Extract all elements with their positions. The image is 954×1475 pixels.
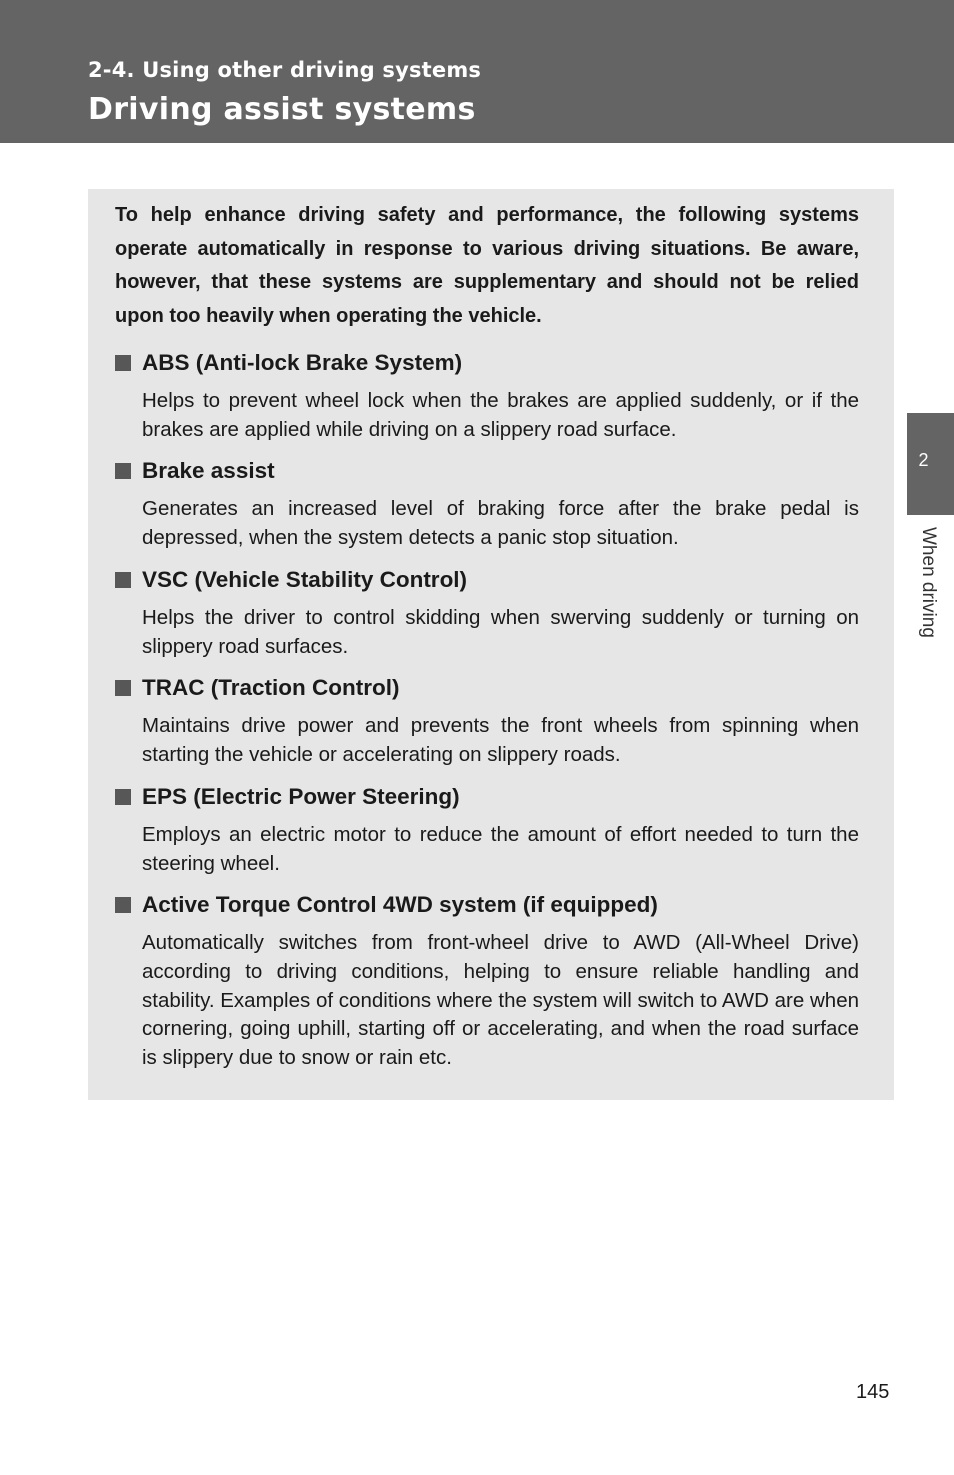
system-title: VSC (Vehicle Stability Control) xyxy=(142,567,468,592)
system-title: Active Torque Control 4WD system (if equipped) xyxy=(142,892,658,917)
system-description: Employs an electric motor to reduce the amount of effort needed to turn the steering wheel. xyxy=(142,823,859,875)
system-heading xyxy=(115,566,859,604)
system-description: Helps to prevent wheel lock when the brakes are applied suddenly, or if the brakes are applied while driving on a slippery road surface. xyxy=(142,389,859,441)
square-bullet-icon xyxy=(115,572,131,588)
system-item-eps xyxy=(115,783,859,899)
section-label: 2-4. Using other driving systems xyxy=(88,58,482,82)
square-bullet-icon xyxy=(115,789,131,805)
system-title: EPS (Electric Power Steering) xyxy=(142,784,460,809)
square-bullet-icon xyxy=(115,463,131,479)
system-description: Helps the driver to control skidding when swerving suddenly or turning on slippery road surfaces. xyxy=(142,606,859,658)
page-title: Driving assist systems xyxy=(88,92,476,127)
system-description: Maintains drive power and prevents the front wheels from spinning when starting the vehicle or accelerating on slippery roads. xyxy=(142,714,859,766)
chapter-tab-label: When driving xyxy=(918,527,939,638)
system-description: Automatically switches from front-wheel drive to AWD (All-Wheel Drive) according to driving conditions, helping to ensure reliable handling and stability. Examples of conditions where the system will switch to AWD are when cornering, going uphill, starting off or accelerating, and when the road surface is slippery due to snow or rain etc. xyxy=(142,931,859,1070)
system-title: Brake assist xyxy=(142,458,275,483)
system-item-trac xyxy=(115,674,859,790)
system-description: Generates an increased level of braking force after the brake pedal is depressed, when the system detects a panic stop situation. xyxy=(142,497,859,549)
chapter-tab-number: 2 xyxy=(918,450,929,470)
system-heading xyxy=(115,674,859,712)
square-bullet-icon xyxy=(115,355,131,371)
system-title: TRAC (Traction Control) xyxy=(142,675,400,700)
system-heading xyxy=(115,891,859,929)
system-title: ABS (Anti-lock Brake System) xyxy=(142,350,463,375)
system-item-vsc xyxy=(115,566,859,682)
system-heading xyxy=(115,783,859,821)
chapter-header xyxy=(0,0,954,143)
square-bullet-icon xyxy=(115,680,131,696)
system-heading xyxy=(115,457,859,495)
info-box xyxy=(88,189,894,1100)
square-bullet-icon xyxy=(115,897,131,913)
system-item-abs xyxy=(115,349,859,465)
chapter-tab[interactable] xyxy=(907,413,954,515)
system-heading xyxy=(115,349,859,387)
intro-text: To help enhance driving safety and performance, the following systems operate automatically in response to various driving situations. Be aware, however, that these systems are supplementary and should not be relied upon too heavily when operating the vehicle. xyxy=(115,204,859,328)
system-item-active-torque-control xyxy=(115,891,859,1093)
page-number: 145 xyxy=(856,1381,890,1403)
system-item-brake-assist xyxy=(115,457,859,573)
